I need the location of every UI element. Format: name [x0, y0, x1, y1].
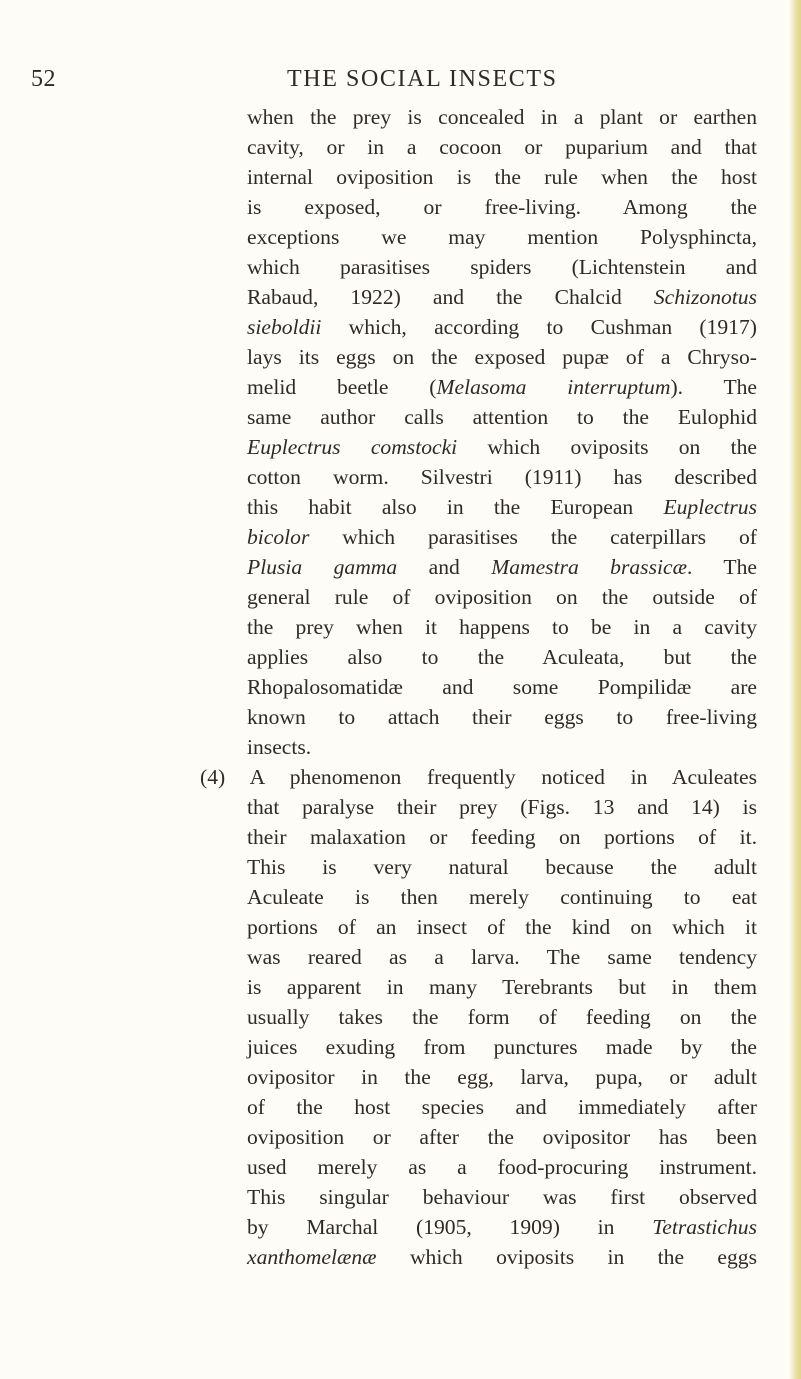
- text-line: is apparent in many Terebrants but in them: [247, 975, 757, 999]
- text-line: cavity, or in a cocoon or puparium and that: [247, 135, 757, 159]
- species-name: bicolor: [247, 525, 310, 549]
- text-line: same author calls attention to the Eulophid: [247, 405, 757, 429]
- species-name: Euplectrus comstocki: [247, 435, 458, 459]
- text-line: when the prey is concealed in a plant or earthen: [247, 105, 757, 129]
- text-line: internal oviposition is the rule when the host: [247, 165, 757, 189]
- species-name: Mamestra brassicæ: [491, 555, 687, 579]
- text-line: was reared as a larva. The same tendency: [247, 945, 757, 969]
- text-line: Aculeate is then merely continuing to eat: [247, 885, 757, 909]
- page-edge-shadow: [789, 0, 801, 1379]
- text-line: Euplectrus comstocki which oviposits on the: [247, 435, 757, 459]
- text-line: This singular behaviour was first observed: [247, 1185, 757, 1209]
- text-line: used merely as a food-procuring instrument.: [247, 1155, 757, 1179]
- text-line: is exposed, or free-living. Among the: [247, 195, 757, 219]
- text-line: applies also to the Aculeata, but the: [247, 645, 757, 669]
- text-line: cotton worm. Silvestri (1911) has described: [247, 465, 757, 489]
- species-name: Euplectrus: [663, 495, 757, 519]
- text-line: portions of an insect of the kind on which it: [247, 915, 757, 939]
- text-line: juices exuding from punctures made by the: [247, 1035, 757, 1059]
- text-line: lays its eggs on the exposed pupæ of a Chryso-: [247, 345, 757, 369]
- text-line: Rhopalosomatidæ and some Pompilidæ are: [247, 675, 757, 699]
- text-line: by Marchal (1905, 1909) in Tetrastichus: [247, 1215, 757, 1239]
- numbered-paragraph-start: (4) A phenomenon frequently noticed in Aculeates: [200, 765, 757, 789]
- species-name: xanthomelænæ: [247, 1245, 377, 1269]
- text-line: the prey when it happens to be in a cavity: [247, 615, 757, 639]
- text-line: oviposition or after the ovipositor has been: [247, 1125, 757, 1149]
- species-name: sieboldii: [247, 315, 322, 339]
- text-line: known to attach their eggs to free-living: [247, 705, 757, 729]
- text-line: sieboldii which, according to Cushman (1917): [247, 315, 757, 339]
- text-line: which parasitises spiders (Lichtenstein and: [247, 255, 757, 279]
- text-line: usually takes the form of feeding on the: [247, 1005, 757, 1029]
- text-line: This is very natural because the adult: [247, 855, 757, 879]
- running-head: THE SOCIAL INSECTS: [287, 66, 558, 92]
- text-line: that paralyse their prey (Figs. 13 and 14) is: [247, 795, 757, 819]
- text-line: this habit also in the European Euplectrus: [247, 495, 757, 519]
- text-line: Plusia gamma and Mamestra brassicæ. The: [247, 555, 757, 579]
- text-line: general rule of oviposition on the outside of: [247, 585, 757, 609]
- text-line: Rabaud, 1922) and the Chalcid Schizonotus: [247, 285, 757, 309]
- text-line: ovipositor in the egg, larva, pupa, or adult: [247, 1065, 757, 1089]
- text-line: their malaxation or feeding on portions of it.: [247, 825, 757, 849]
- text-line: exceptions we may mention Polysphincta,: [247, 225, 757, 249]
- species-name: Plusia gamma: [247, 555, 398, 579]
- species-name: Schizonotus: [653, 285, 757, 309]
- species-name: Tetrastichus: [652, 1215, 757, 1239]
- text-line: of the host species and immediately after: [247, 1095, 757, 1119]
- text-line: bicolor which parasitises the caterpillars of: [247, 525, 757, 549]
- text-line: melid beetle (Melasoma interruptum). The: [247, 375, 758, 399]
- species-name: Melasoma interruptum: [436, 375, 671, 399]
- text-line: insects.: [247, 735, 312, 759]
- page-number: 52: [31, 66, 56, 92]
- text-line: xanthomelænæ which oviposits in the eggs: [247, 1245, 757, 1269]
